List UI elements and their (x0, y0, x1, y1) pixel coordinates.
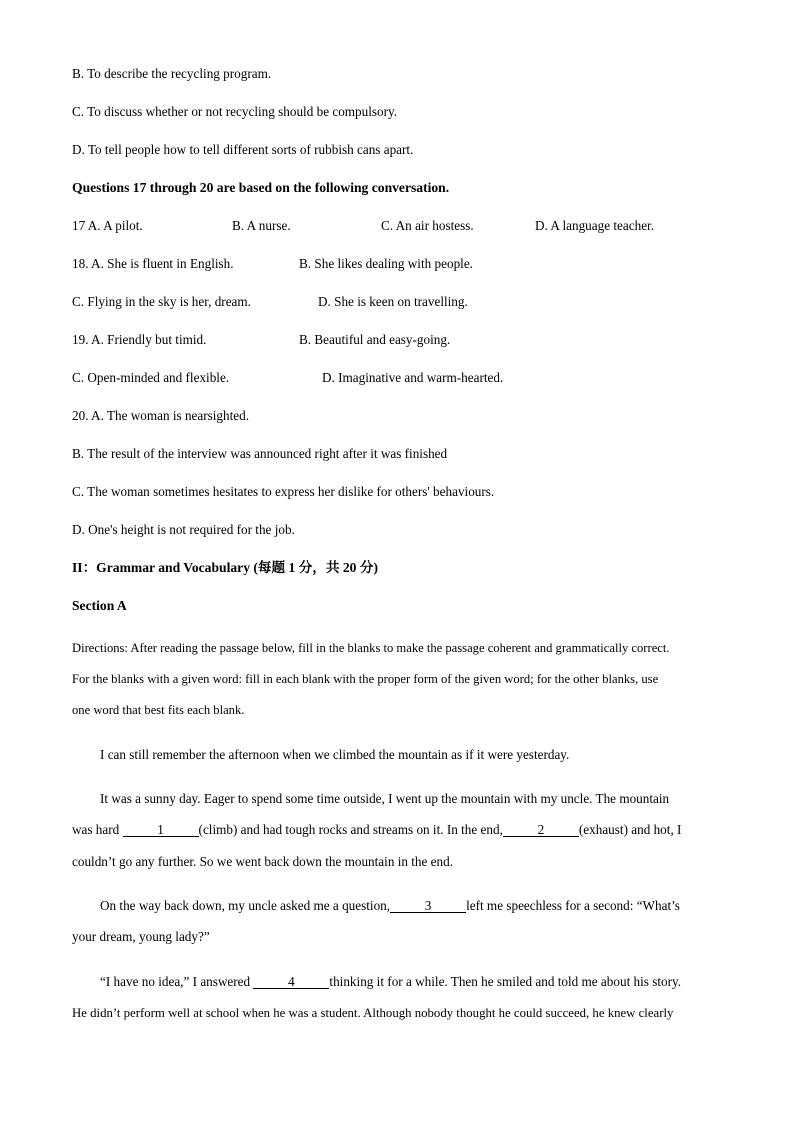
text-segment: was hard (72, 822, 123, 837)
q20-option-d: D. One's height is not required for the job. (72, 522, 295, 537)
questions-heading: Questions 17 through 20 are based on the following conversation. (72, 180, 450, 195)
directions-line-2: For the blanks with a given word: fill in each blank with the proper form of the given word; for the other blanks, use (72, 672, 659, 686)
section-2-title: II：Grammar and Vocabulary (每题 1 分，共 20 分) (72, 560, 378, 575)
q20-option-a: 20. A. The woman is nearsighted. (72, 408, 250, 423)
q19-option-c: C. Open-minded and flexible. (72, 370, 230, 385)
option-b-text: B. To describe the recycling program. (72, 66, 272, 81)
passage-paragraph-2-line-2 (72, 822, 681, 838)
text-segment: “I have no idea,” I answered (100, 974, 254, 989)
directions-line-1: Directions: After reading the passage below, fill in the blanks to make the passage coherent and grammatically correct. (72, 641, 670, 655)
text-segment: On the way back down, my uncle asked me a question, (100, 898, 391, 913)
passage-paragraph-1: I can still remember the afternoon when we climbed the mountain as if it were yesterday. (100, 747, 570, 762)
blank-3[interactable]: 3 (390, 899, 466, 913)
q17-option-c: C. An air hostess. (381, 218, 474, 233)
passage-paragraph-3-line-1 (100, 898, 680, 914)
q17-option-a: 17 A. A pilot. (72, 218, 143, 233)
q17-option-b: B. A nurse. (232, 218, 291, 233)
q18-option-d: D. She is keen on travelling. (318, 294, 468, 309)
passage-paragraph-2-line-3: couldn’t go any further. So we went back down the mountain in the end. (72, 854, 454, 869)
blank-4[interactable]: 4 (253, 975, 329, 989)
passage-paragraph-4-line-2: He didn’t perform well at school when he was a student. Although nobody thought he could succeed, he knew clearly (72, 1006, 674, 1020)
q18-option-b: B. She likes dealing with people. (299, 256, 473, 271)
blank-1[interactable]: 1 (123, 823, 199, 837)
q20-option-b: B. The result of the interview was announced right after it was finished (72, 446, 448, 461)
passage-paragraph-3-line-2: your dream, young lady?” (72, 929, 210, 944)
passage-paragraph-2-line-1: It was a sunny day. Eager to spend some time outside, I went up the mountain with my uncle. The mountain (100, 791, 670, 806)
option-c-text: C. To discuss whether or not recycling should be compulsory. (72, 104, 398, 119)
text-segment: thinking it for a while. Then he smiled and told me about his story. (329, 974, 682, 989)
text-segment: (climb) and had tough rocks and streams on it. In the end, (198, 822, 503, 837)
section-a-heading: Section A (72, 598, 127, 613)
passage-paragraph-4-line-1 (100, 974, 681, 990)
q19-option-b: B. Beautiful and easy-going. (299, 332, 451, 347)
q17-option-d: D. A language teacher. (535, 218, 655, 233)
q18-option-c: C. Flying in the sky is her, dream. (72, 294, 251, 309)
q18-option-a: 18. A. She is fluent in English. (72, 256, 234, 271)
q19-option-a: 19. A. Friendly but timid. (72, 332, 207, 347)
text-segment: (exhaust) and hot, I (578, 822, 682, 837)
q19-option-d: D. Imaginative and warm-hearted. (322, 370, 504, 385)
option-d-text: D. To tell people how to tell different sorts of rubbish cans apart. (72, 142, 414, 157)
blank-2[interactable]: 2 (503, 823, 579, 837)
directions-line-3: one word that best fits each blank. (72, 703, 245, 717)
q20-option-c: C. The woman sometimes hesitates to express her dislike for others' behaviours. (72, 484, 495, 499)
text-segment: left me speechless for a second: “What’s (466, 898, 680, 913)
